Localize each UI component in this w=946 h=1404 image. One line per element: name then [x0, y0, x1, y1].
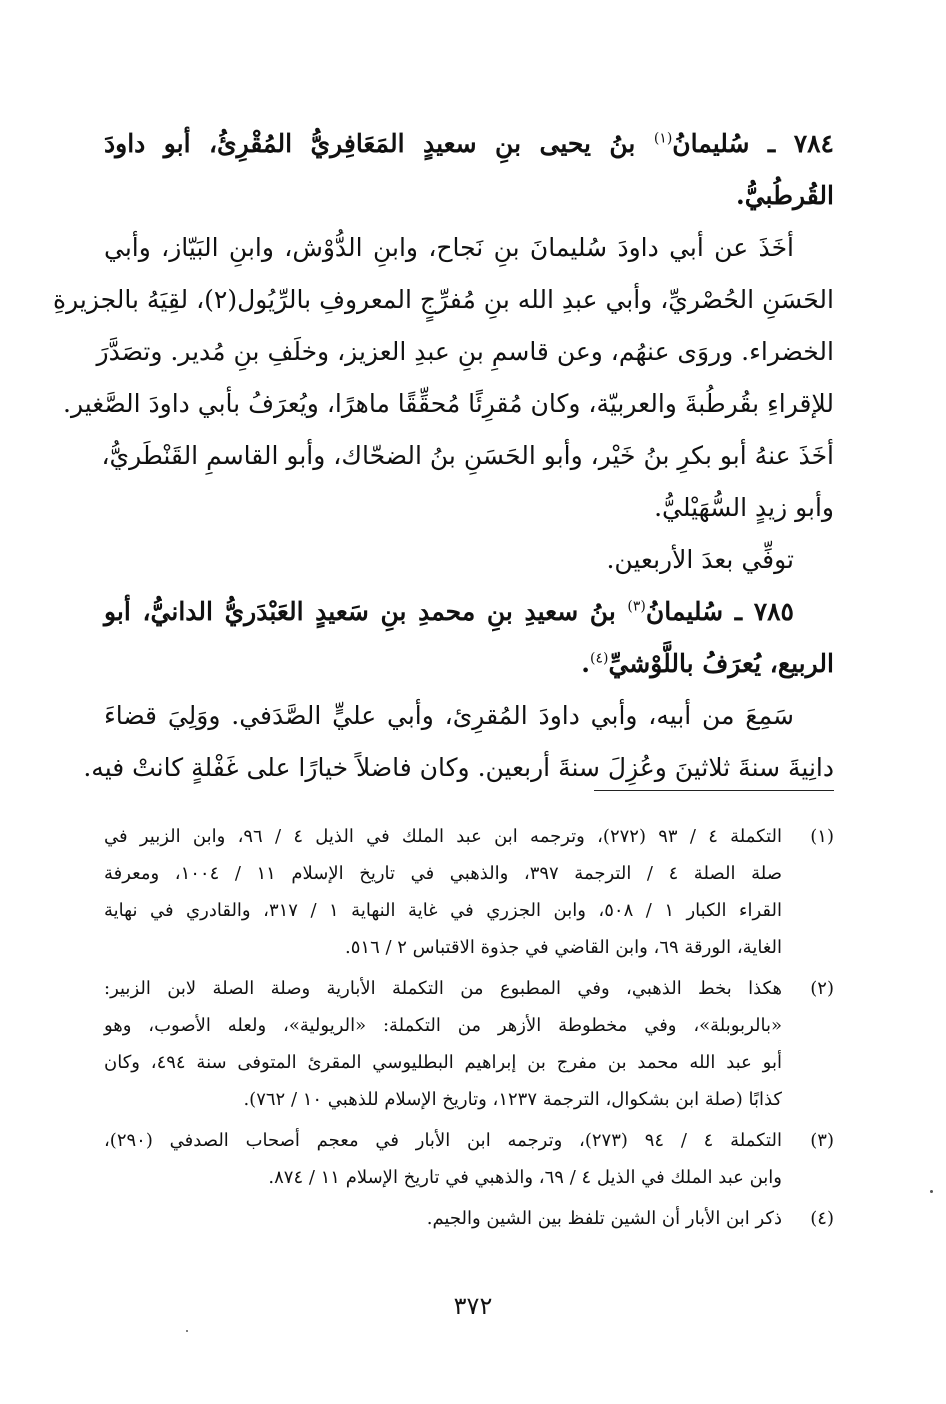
- footnote-ref: (٣): [627, 598, 646, 615]
- footnote-3: [104, 1122, 834, 1196]
- body-line: أخَذَ عن أبي داودَ سُليمانَ بنِ نَجاح، وابنِ الدُّوْش، وابنِ البَيّاز، وأبي: [104, 233, 794, 262]
- footnote-line: ذكر ابن الأبار أن الشين تلفظ بين الشين والجيم.: [426, 1208, 782, 1229]
- body-line: للإقراءِ بقُرطُبةَ والعربيّة، وكان مُقرِئًا مُحقِّقًا ماهرًا، ويُعرَفُ بأبي داودَ الصَّغير.: [63, 389, 834, 418]
- body-line: سَمِعَ من أبيه، وأبي داودَ المُقرِئ، وأبي عليٍّ الصَّدَفي. ووَلِيَ قضاءَ: [104, 701, 794, 730]
- footnote-line: أبو عبد الله محمد بن مفرج بن إبراهيم البطليوسي المقرئ المتوفى سنة ٤٩٤، وكان: [104, 1052, 782, 1073]
- footnote-number: (٤): [810, 1208, 834, 1229]
- entry-heading-after: .: [581, 649, 590, 678]
- footnote-line: الغاية، الورقة ٦٩، وابن القاضي في جذوة الاقتباس ٢ / ٥١٦.: [345, 937, 782, 958]
- body-line: أخَذَ عنهُ أبو بكرِ بنُ خَيْر، وأبو الحَسَنِ بنُ الضحّاك، وأبو القاسمِ القَنْطَريُّ،: [101, 441, 834, 470]
- body-line: وأبو زيدٍ السُّهَيْليُّ.: [654, 493, 834, 522]
- footnote-number: (٣): [810, 1130, 834, 1151]
- footnote-ref: (٤): [589, 650, 609, 667]
- entry-heading-after: بنُ يحيى بنِ سعيدٍ المَعَافِريُّ المُقْرِئُ، أبو داودَ: [104, 129, 654, 158]
- scan-speck: [186, 1330, 188, 1332]
- footnote-line: «بالربوبلة»، وفي مخطوطة الأزهر من التكملة: «الريولية»، ولعله الأصوب، وهو: [104, 1015, 782, 1036]
- footnote-ref: (١): [653, 130, 673, 147]
- footnote-line: صلة الصلة ٤ / الترجمة ٣٩٧، والذهبي في تاريخ الإسلام ١١ / ١٠٠٤، ومعرفة: [104, 863, 782, 884]
- footnote-line: هكذا بخط الذهبي، وفي المطبوع من التكملة الأبارية وصلة الصلة لابن الزبير:: [104, 978, 782, 999]
- entry-heading-line: [104, 638, 834, 690]
- footnote-line: وابن عبد الملك في الذيل ٤ / ٦٩، والذهبي في تاريخ الإسلام ١١ / ٨٧٤.: [268, 1167, 782, 1188]
- biography-entry-784: [53, 118, 834, 586]
- body-line: دانِيةَ سنةَ ثلاثينَ وعُزِلَ سنةَ أربعين. وكان فاضلاً خيارًا على غَفْلةٍ كانتْ فيه.: [83, 753, 834, 782]
- page-number: ٣٧٢: [453, 1292, 493, 1320]
- entry-heading-line: [104, 170, 834, 222]
- footnote-number: (١): [810, 826, 834, 847]
- biography-entry-785: [83, 586, 834, 794]
- footnote-4: [104, 1200, 834, 1237]
- body-line: الخضراء. وروَى عنهُم، وعن قاسمِ بنِ عبدِ العزيز، وخلَفِ بنِ مُدير. وتصَدَّرَ: [96, 337, 834, 366]
- entry-heading-before: الربيع، يُعرَفُ باللَّوْشيِّ: [608, 649, 834, 678]
- main-text: [53, 118, 834, 794]
- entry-heading-before: ٧٨٤ ـ سُليمانُ: [672, 129, 834, 158]
- entry-heading-line: [104, 118, 834, 170]
- scan-speck: [930, 1190, 933, 1193]
- footnote-2: [104, 970, 834, 1118]
- footnote-line: كذابًا (صلة ابن بشكوال، الترجمة ١٢٣٧، وتاريخ الإسلام للذهبي ١٠ / ٧٦٢).: [243, 1089, 782, 1110]
- footnote-line: القراء الكبار ١ / ٥٠٨، وابن الجزري في غاية النهاية ١ / ٣١٧، والقادري في نهاية: [104, 900, 782, 921]
- footnote-line: التكملة ٤ / ٩٣ (٢٧٢)، وترجمه ابن عبد الملك في الذيل ٤ / ٩٦، وابن الزبير في: [104, 826, 782, 847]
- footnote-1: [104, 818, 834, 966]
- body-line: توفِّي بعدَ الأربعين.: [606, 545, 794, 574]
- entry-heading-before: ٧٨٥ ـ سُليمانُ: [645, 597, 794, 626]
- footnotes: [104, 818, 834, 1241]
- entry-heading-line: [104, 586, 834, 638]
- footnote-line: التكملة ٤ / ٩٤ (٢٧٣)، وترجمه ابن الأبار في معجم أصحاب الصدفي (٢٩٠)،: [104, 1130, 782, 1151]
- entry-heading-after: بنُ سعيدِ بنِ محمدِ بنِ سَعيدٍ العَبْدَريُّ الدانيُّ، أبو: [104, 597, 628, 626]
- entry-heading-before: القُرطُبيُّ.: [736, 181, 834, 210]
- body-line: الحَسَنِ الحُصْريِّ، وأبي عبدِ الله بنِ مُفرِّجٍ المعروفِ بالرِّيُول(٢)، لقِيَهُ بالجزيرةِ: [53, 285, 834, 314]
- footnote-separator: [594, 790, 834, 791]
- footnote-number: (٢): [810, 978, 834, 999]
